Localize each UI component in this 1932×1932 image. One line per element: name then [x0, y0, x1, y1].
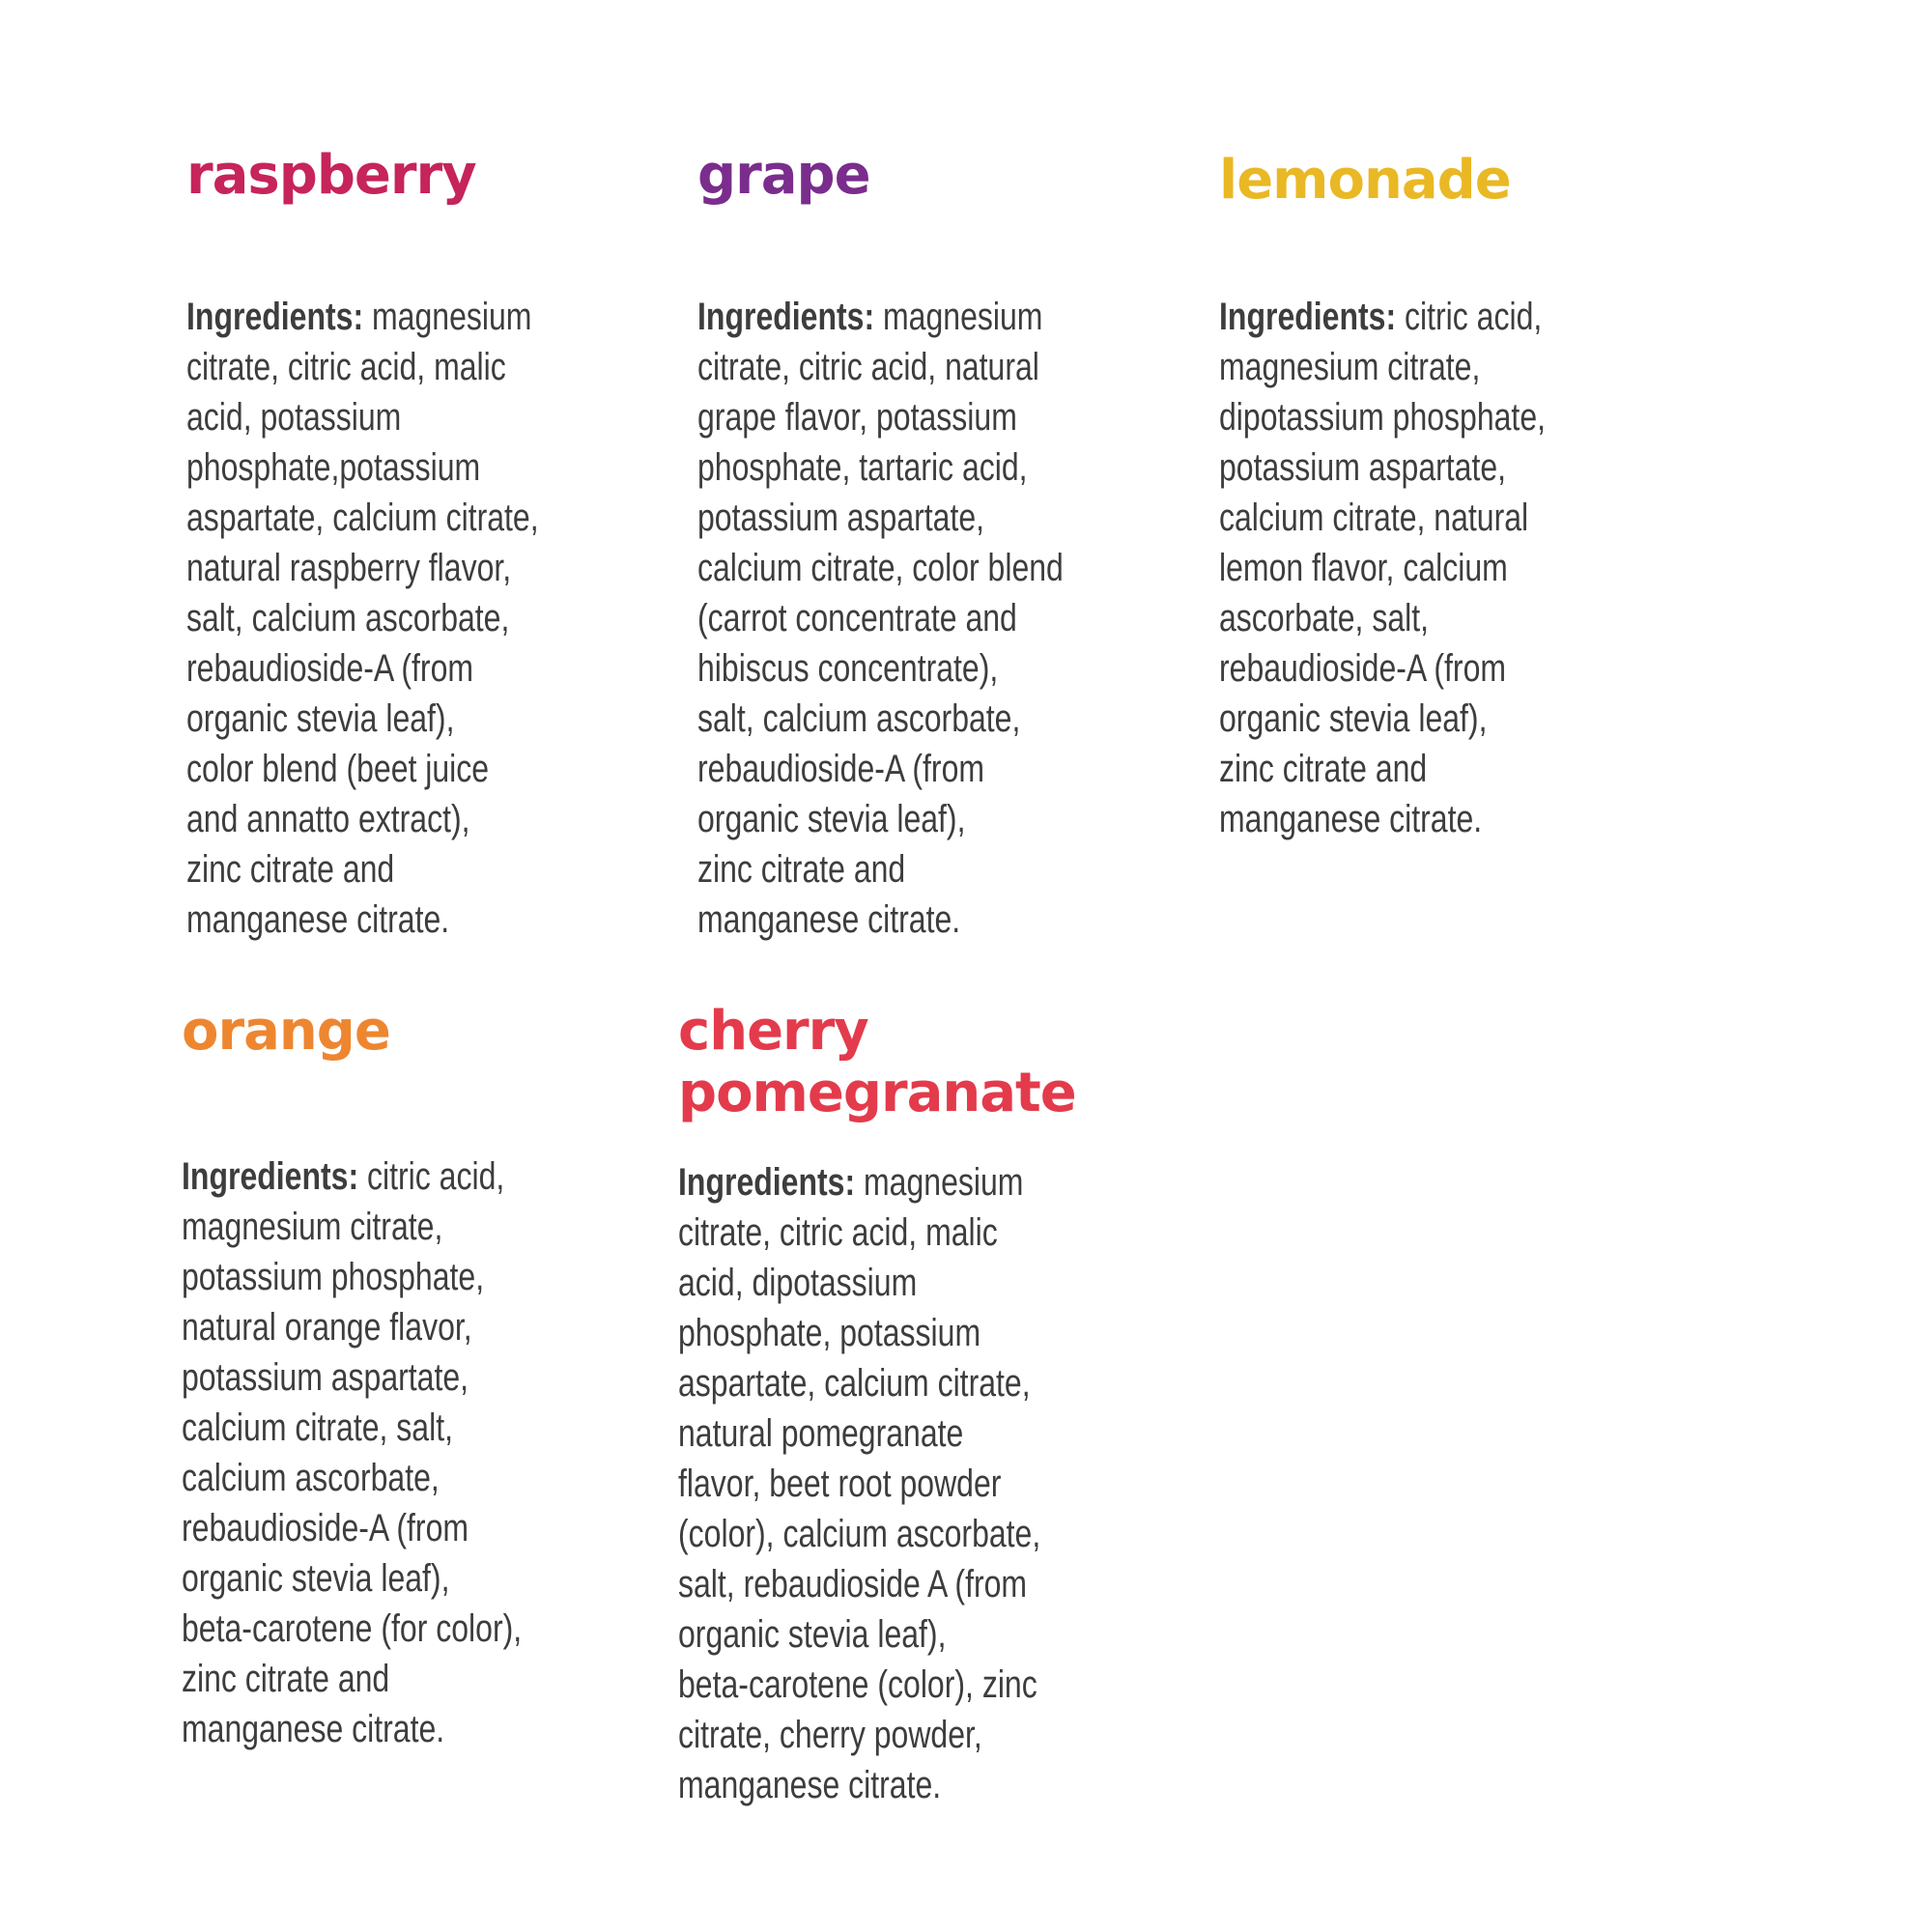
ingredients-line: color blend (beet juice: [186, 748, 490, 790]
ingredients-line: calcium citrate, salt,: [182, 1406, 453, 1449]
ingredients-line: phosphate, potassium: [678, 1312, 981, 1354]
ingredients-line: hibiscus concentrate),: [697, 647, 999, 690]
ingredients-line: manganese citrate.: [678, 1764, 942, 1806]
ingredients-label: Ingredients:: [678, 1161, 856, 1204]
flavor-title-line: orange: [182, 1000, 390, 1063]
ingredients-line: calcium citrate, natural: [1219, 497, 1529, 539]
ingredients-label: Ingredients:: [697, 296, 875, 338]
ingredients-line: aspartate, calcium citrate,: [186, 497, 539, 539]
ingredients-line: lemon flavor, calcium: [1219, 547, 1508, 589]
ingredients-text: [697, 292, 1064, 945]
ingredients-line: salt, rebaudioside A (from: [678, 1563, 1028, 1605]
ingredients-line: zinc citrate and: [1219, 748, 1428, 790]
flavor-title-line: grape: [697, 144, 870, 207]
ingredients-label: Ingredients:: [182, 1155, 359, 1198]
ingredients-line: manganese citrate.: [182, 1708, 445, 1750]
ingredients-line: zinc citrate and: [186, 848, 395, 891]
ingredients-line: phosphate,potassium: [186, 446, 481, 489]
flavor-title-line: raspberry: [186, 144, 476, 207]
ingredients-line: potassium phosphate,: [182, 1256, 485, 1298]
ingredients-line: citrate, citric acid, malic: [678, 1211, 998, 1254]
ingredients-line: potassium aspartate,: [182, 1356, 469, 1399]
flavor-title-line: pomegranate: [678, 1062, 1076, 1124]
ingredients-line: organic stevia leaf),: [1219, 697, 1488, 740]
ingredients-line: rebaudioside-A (from: [186, 647, 474, 690]
ingredients-line: potassium aspartate,: [1219, 446, 1507, 489]
ingredients-line: natural raspberry flavor,: [186, 547, 512, 589]
ingredients-line: organic stevia leaf),: [186, 697, 455, 740]
ingredients-line: citrate, citric acid, malic: [186, 346, 506, 388]
ingredients-line: flavor, beet root powder: [678, 1463, 1002, 1505]
ingredients-line: rebaudioside-A (from: [182, 1507, 469, 1549]
flavor-title: [182, 1001, 607, 1063]
ingredients-line: calcium ascorbate,: [182, 1457, 440, 1499]
ingredients-line: beta-carotene (color), zinc: [678, 1663, 1037, 1706]
ingredients-line: aspartate, calcium citrate,: [678, 1362, 1031, 1405]
ingredients-line: magnesium citrate,: [1219, 346, 1481, 388]
ingredients-line: Ingredients: citric acid,: [182, 1155, 505, 1198]
flavor-card-lemonade: [1219, 150, 1628, 844]
ingredients-line: acid, potassium: [186, 396, 402, 439]
flavor-card-orange: [182, 1001, 607, 1754]
ingredients-line: Ingredients: magnesium: [186, 296, 532, 338]
ingredients-line: and annatto extract),: [186, 798, 470, 840]
ingredients-line: calcium citrate, color blend: [697, 547, 1064, 589]
flavor-title: [1219, 150, 1628, 212]
flavor-title: [186, 145, 627, 207]
ingredients-line: Ingredients: magnesium: [678, 1161, 1024, 1204]
ingredients-label: Ingredients:: [186, 296, 364, 338]
ingredients-line: citrate, citric acid, natural: [697, 346, 1039, 388]
ingredients-text: [182, 1151, 522, 1754]
ingredients-line: phosphate, tartaric acid,: [697, 446, 1028, 489]
ingredients-line: organic stevia leaf),: [182, 1557, 450, 1600]
ingredients-line: organic stevia leaf),: [678, 1613, 947, 1656]
ingredients-line: Ingredients: magnesium: [697, 296, 1043, 338]
ingredients-line: grape flavor, potassium: [697, 396, 1017, 439]
flavor-card-grape: [697, 145, 1155, 945]
ingredients-line: rebaudioside-A (from: [1219, 647, 1507, 690]
ingredients-line: acid, dipotassium: [678, 1262, 918, 1304]
ingredients-line: Ingredients: citric acid,: [1219, 296, 1543, 338]
ingredients-line: salt, calcium ascorbate,: [186, 597, 510, 639]
ingredients-line: rebaudioside-A (from: [697, 748, 985, 790]
ingredients-label: Ingredients:: [1219, 296, 1397, 338]
ingredients-text: [186, 292, 539, 945]
ingredients-text: [1219, 292, 1546, 844]
ingredients-line: manganese citrate.: [1219, 798, 1483, 840]
ingredients-line: organic stevia leaf),: [697, 798, 966, 840]
ingredients-line: citrate, cherry powder,: [678, 1714, 982, 1756]
flavor-card-raspberry: [186, 145, 627, 945]
flavor-title-line: lemonade: [1219, 149, 1511, 212]
ingredients-line: (color), calcium ascorbate,: [678, 1513, 1041, 1555]
ingredients-line: zinc citrate and: [697, 848, 906, 891]
ingredients-line: ascorbate, salt,: [1219, 597, 1429, 639]
ingredients-line: potassium aspartate,: [697, 497, 985, 539]
flavor-title-line: cherry: [678, 1000, 868, 1063]
ingredients-line: natural pomegranate: [678, 1412, 964, 1455]
ingredients-line: natural orange flavor,: [182, 1306, 472, 1349]
ingredients-line: magnesium citrate,: [182, 1206, 443, 1248]
ingredients-line: beta-carotene (for color),: [182, 1607, 523, 1650]
ingredients-line: (carrot concentrate and: [697, 597, 1017, 639]
ingredients-line: zinc citrate and: [182, 1658, 390, 1700]
ingredients-line: salt, calcium ascorbate,: [697, 697, 1021, 740]
flavor-title: [678, 1001, 1131, 1124]
ingredients-line: manganese citrate.: [186, 898, 450, 941]
ingredients-text: [678, 1157, 1040, 1810]
flavor-title: [697, 145, 1155, 207]
flavor-card-cherry-pomegranate: [678, 1001, 1131, 1810]
ingredients-line: manganese citrate.: [697, 898, 961, 941]
ingredients-line: dipotassium phosphate,: [1219, 396, 1546, 439]
